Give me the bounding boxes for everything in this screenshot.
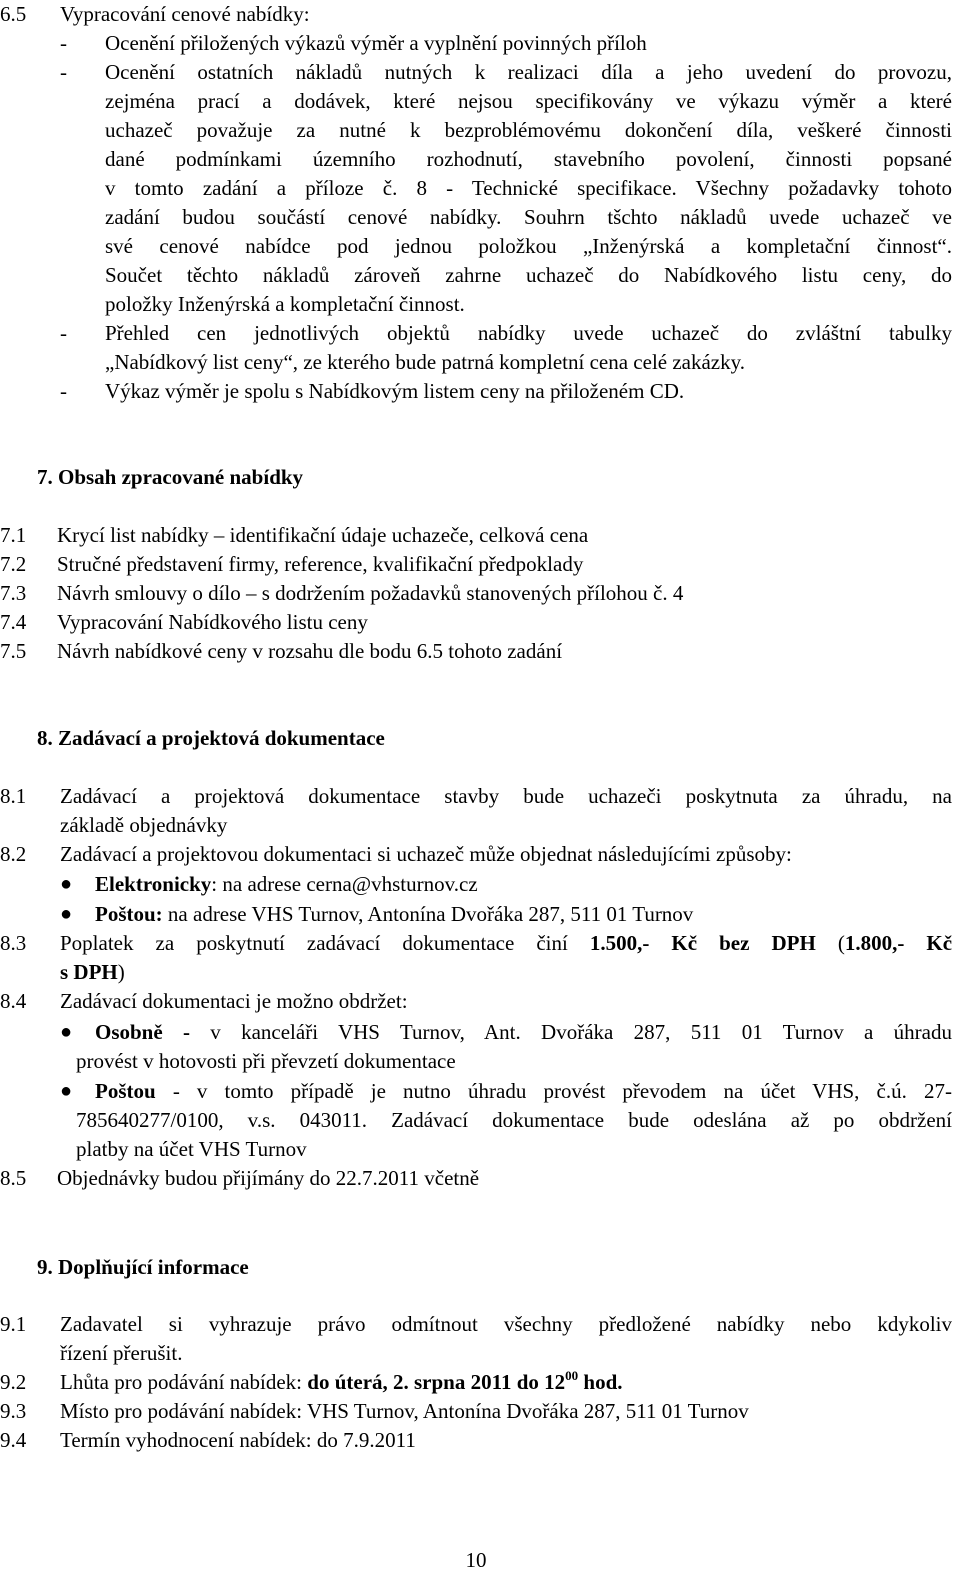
price-with-vat-suffix: s DPH xyxy=(60,960,118,984)
section-heading-7: 7. Obsah zpracované nabídky xyxy=(37,465,304,489)
text-run: ( xyxy=(815,931,845,955)
item-text: Návrh smlouvy o dílo – s dodržením požadavků stanovených přílohou č. 4 xyxy=(57,581,684,605)
deadline-minutes: 00 xyxy=(565,1368,579,1383)
page-number: 10 xyxy=(465,1548,487,1572)
text-line: platby na účet VHS Turnov xyxy=(76,1137,307,1161)
text-line: své cenové nabídce pod jednou položkou „Inženýrská a kompletační činnost“. xyxy=(105,234,952,258)
bullet-value: : na adrese cerna@vhsturnov.cz xyxy=(211,872,478,896)
list-item-text xyxy=(105,58,952,319)
item-number: 9.4 xyxy=(0,1428,27,1452)
text-line: „Nabídkový list ceny“, ze kterého bude patrná kompletní cena celé zakázky. xyxy=(105,350,746,374)
text-line: základě objednávky xyxy=(60,813,228,837)
text-line: dané podmínkami územního rozhodnutí, stavebního povolení, činnosti popsané xyxy=(105,147,952,171)
text-line: v tomto zadání a příloze č. 8 - Technické specifikace. Všechny požadavky tohoto xyxy=(105,176,952,200)
item-number: 8.3 xyxy=(0,931,27,955)
bullet-icon: ● xyxy=(60,1080,73,1102)
item-text xyxy=(60,1310,952,1368)
bullet-label: Poštou xyxy=(95,1079,156,1103)
section-heading-9: 9. Doplňující informace xyxy=(37,1255,249,1279)
bullet-value: na adrese VHS Turnov, Antonína Dvořáka 287, 511 01 Turnov xyxy=(162,902,694,926)
section-heading-8: 8. Zadávací a projektová dokumentace xyxy=(37,726,385,750)
text-line: Ocenění ostatních nákladů nutných k realizaci díla a jeho uvedení do provozu, xyxy=(105,60,952,84)
deadline xyxy=(307,1370,622,1394)
item-number: 8.4 xyxy=(0,989,27,1013)
text-run: ) xyxy=(117,960,125,984)
bullet-icon: ● xyxy=(60,1021,73,1043)
bullet-icon: ● xyxy=(60,873,73,895)
section-title: Vypracování cenové nabídky: xyxy=(60,2,310,26)
bullet-text xyxy=(95,900,952,929)
text-line: Součet těchto nákladů zároveň zahrne uchazeč do Nabídkového listu ceny, do xyxy=(105,263,952,287)
item-number: 7.2 xyxy=(0,552,27,576)
bullet-icon: ● xyxy=(60,903,73,925)
deadline-date: do úterá, 2. srpna 2011 do 12 xyxy=(307,1370,566,1394)
section-number: 6.5 xyxy=(0,2,27,26)
dash-marker: - xyxy=(60,60,67,84)
item-text: Krycí list nabídky – identifikační údaje uchazeče, celková cena xyxy=(57,523,589,547)
item-text: Zadávací a projektovou dokumentaci si uchazeč může objednat následujícími způsoby: xyxy=(60,842,792,866)
item-text xyxy=(60,1368,952,1397)
bullet-label: Elektronicky xyxy=(95,872,212,896)
item-number: 8.1 xyxy=(0,784,27,808)
text-line: 785640277/0100, v.s. 043011. Zadávací dokumentace bude odeslána až po obdržení xyxy=(76,1108,952,1132)
bullet-text xyxy=(76,1077,952,1164)
bullet-text xyxy=(95,870,952,899)
list-item-text: Výkaz výměr je spolu s Nabídkovým listem ceny na přiloženém CD. xyxy=(105,379,685,403)
deadline-suffix: hod. xyxy=(578,1370,623,1394)
item-number: 7.3 xyxy=(0,581,27,605)
text-line: provést v hotovosti při převzetí dokumentace xyxy=(76,1049,456,1073)
text-line: Zadávací a projektová dokumentace stavby bude uchazeči poskytnuta za úhradu, na xyxy=(60,784,952,808)
text-run: - v tomto případě je nutno úhradu provést převodem na účet VHS, č.ú. 27- xyxy=(155,1079,952,1103)
item-text: Vypracování Nabídkového listu ceny xyxy=(57,610,368,634)
text-run: v kanceláři VHS Turnov, Ant. Dvořáka 287, 511 01 Turnov a úhradu xyxy=(189,1020,952,1044)
text-line: řízení přerušit. xyxy=(60,1341,183,1365)
item-text: Termín vyhodnocení nabídek: do 7.9.2011 xyxy=(60,1428,416,1452)
dash-marker: - xyxy=(60,379,67,403)
item-number: 7.5 xyxy=(0,639,27,663)
text-line xyxy=(60,958,952,987)
item-number: 7.1 xyxy=(0,523,27,547)
item-text xyxy=(60,782,952,840)
item-number: 9.2 xyxy=(0,1370,27,1394)
bullet-label: Poštou: xyxy=(95,902,163,926)
list-item-text: Ocenění přiložených výkazů výměr a vyplnění povinných příloh xyxy=(105,31,647,55)
item-number: 8.5 xyxy=(0,1166,27,1190)
text-line: uchazeč považuje za nutné k bezproblémovému dokončení díla, veškeré činnosti xyxy=(105,118,952,142)
item-number: 9.3 xyxy=(0,1399,27,1423)
price-with-vat: 1.800,- Kč xyxy=(844,931,953,955)
text-line: položky Inženýrská a kompletační činnost. xyxy=(105,292,465,316)
item-text: Místo pro podávání nabídek: VHS Turnov, Antonína Dvořáka 287, 511 01 Turnov xyxy=(60,1399,749,1423)
item-text xyxy=(60,929,952,987)
dash-marker: - xyxy=(60,321,67,345)
text-line: zadání budou součástí cenové nabídky. Souhrn tšchto nákladů uvede uchazeč ve xyxy=(105,205,952,229)
text-run: Lhůta pro podávání nabídek: xyxy=(60,1370,308,1394)
bullet-text xyxy=(76,1018,952,1076)
list-item-text xyxy=(105,319,952,377)
dash-marker: - xyxy=(60,31,67,55)
text-line: Přehled cen jednotlivých objektů nabídky uvede uchazeč do zvláštní tabulky xyxy=(105,321,952,345)
text-line: Zadavatel si vyhrazuje právo odmítnout všechny předložené nabídky nebo kdykoliv xyxy=(60,1312,952,1336)
item-text: Objednávky budou přijímány do 22.7.2011 včetně xyxy=(57,1166,480,1190)
text-line xyxy=(76,1077,952,1106)
item-number: 8.2 xyxy=(0,842,27,866)
price-without-vat: 1.500,- Kč bez DPH xyxy=(589,931,816,955)
text-line: zejména prací a dodávek, které nejsou specifikovány ve výkazu výměr a které xyxy=(105,89,952,113)
item-number: 7.4 xyxy=(0,610,27,634)
text-run: Poplatek za poskytnutí zadávací dokumentace činí xyxy=(60,931,590,955)
item-text: Stručné představení firmy, reference, kvalifikační předpoklady xyxy=(57,552,584,576)
text-line xyxy=(60,929,952,958)
text-line xyxy=(76,1018,952,1047)
item-number: 9.1 xyxy=(0,1312,27,1336)
bullet-label: Osobně - xyxy=(95,1020,190,1044)
item-text: Návrh nabídkové ceny v rozsahu dle bodu 6.5 tohoto zadání xyxy=(57,639,563,663)
item-text: Zadávací dokumentaci je možno obdržet: xyxy=(60,989,408,1013)
